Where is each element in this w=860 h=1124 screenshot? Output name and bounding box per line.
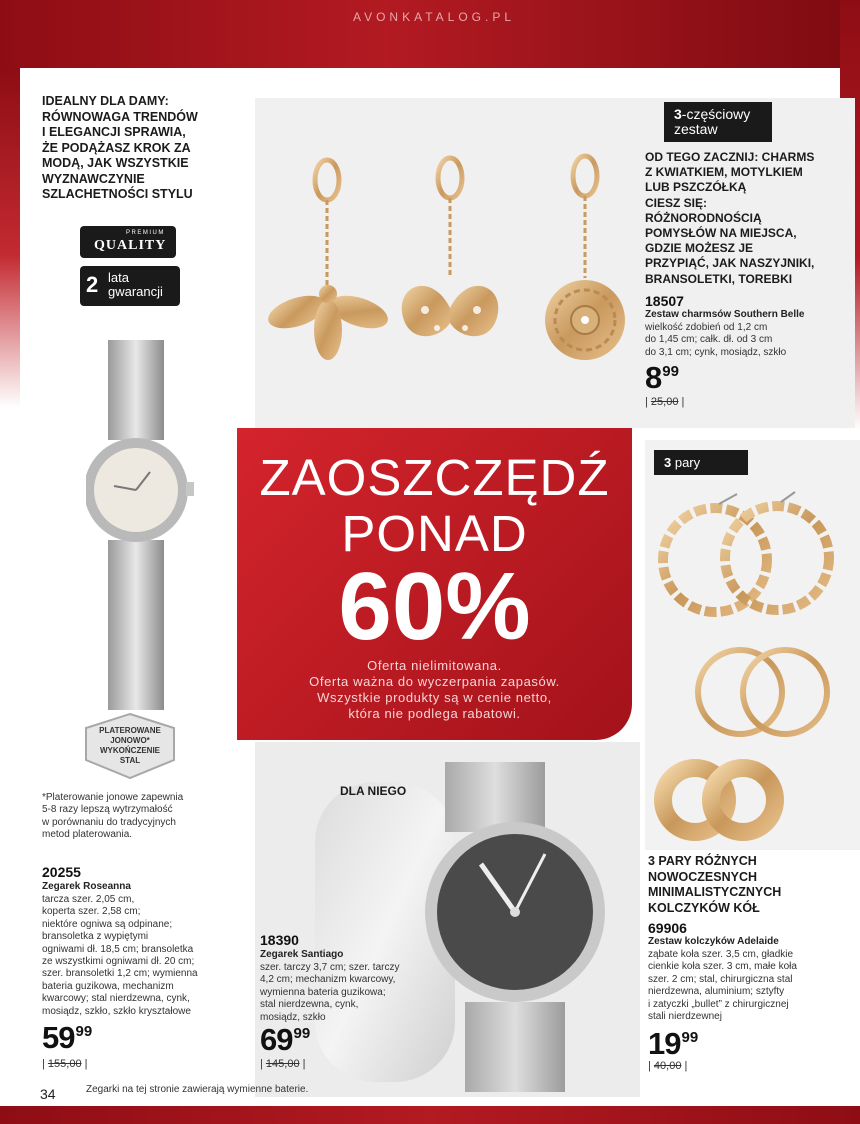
butterfly-charm — [402, 158, 499, 336]
charms-name: Zestaw charmsów Southern Belle — [645, 309, 805, 320]
womens-watch-image — [86, 340, 196, 710]
promo-percent: 60% — [338, 553, 531, 660]
earrings-pairs-tag: 3 pary — [654, 450, 748, 475]
bottom-banner — [0, 1106, 860, 1124]
earrings-headline: 3 PARY RÓŻNYCH NOWOCZESNYCH MINIMALISTYCZNYCH KOLCZYKÓW KÓŁ — [648, 854, 782, 915]
flower-charm — [545, 156, 625, 360]
promo-title: ZAOSZCZĘDŹ — [259, 449, 610, 506]
womens-watch-desc: tarcza szer. 2,05 cm, koperta szer. 2,58 cm; niektóre ogniwa są odpinane; bransoletka z wypiętymi ogniwami dł. 18,5 cm; bransoletka ze wszystkimi ogniwami dł. 20 cm; szer. bransoletki 1,2 cm; wymienna bateria guzikowa, mechanizm kwarcowy; stal nierdzewna, cynk, mosiądz, szkło, szkło kryształowe — [42, 894, 198, 1017]
mens-watch-old-price: | 145,00 | — [260, 1058, 306, 1070]
womens-watch-name: Zegarek Roseanna — [42, 881, 131, 892]
earrings-name: Zestaw kolczyków Adelaide — [648, 936, 779, 947]
top-banner — [0, 0, 860, 68]
promo-note: Oferta nielimitowana. Oferta ważna do wyczerpania zapasów. Wszystkie produkty są w cenie netto, która nie podlega rabatowi. — [309, 658, 560, 721]
mens-watch-desc: szer. tarczy 3,7 cm; szer. tarczy 4,2 cm; mechanizm kwarcowy, wymienna bateria guzikowa; stal nierdzewna, cynk, mosiądz, szkło — [260, 962, 400, 1023]
mens-watch-image — [255, 742, 640, 1097]
battery-note: Zegarki na tej stronie zawierają wymienne baterie. — [86, 1084, 309, 1095]
plated-badge-text: PLATEROWANE JONOWO* WYKOŃCZENIE STAL — [99, 726, 161, 765]
mens-watch-name: Zegarek Santiago — [260, 949, 344, 960]
earrings-price: $19^{99}$ — [648, 1026, 699, 1061]
earrings-photo-panel — [645, 440, 860, 850]
womens-watch-code: 20255 — [42, 864, 81, 880]
mens-watch-photo-panel — [255, 742, 640, 1097]
charms-headline: OD TEGO ZACZNIJ: CHARMS Z KWIATKIEM, MOTYLKIEM LUB PSZCZÓŁKĄ CIESZ SIĘ: RÓŻNORODNOŚCIĄ POMYSŁÓW NA MIEJSCA, GDZIE MOŻESZ JE PRZYPIĄĆ, JAK NASZYJNIKI, BRANSOLETKI, TOREBKI — [645, 150, 815, 286]
page-number: 34 — [40, 1086, 56, 1102]
intro-headline: IDEALNY DLA DAMY: RÓWNOWAGA TRENDÓW I ELEGANCJI SPRAWIA, ŻE PODĄŻASZ KROK ZA MODĄ, JAK WSZYSTKIE WYZNAWCZYNIE SZLACHETNOŚCI STYLU — [42, 94, 198, 201]
charms-desc: wielkość zdobień od 1,2 cm do 1,45 cm; całk. dł. od 3 cm do 3,1 cm; cynk, mosiądz, szkło — [645, 322, 787, 358]
left-red-strip — [0, 68, 20, 408]
promo-banner — [237, 428, 632, 740]
mens-watch-label: DLA NIEGO — [340, 784, 407, 798]
mens-watch-code: 18390 — [260, 932, 299, 948]
earrings-desc: ząbate koła szer. 3,5 cm, gładkie cienkie koła szer. 3 cm, małe koła szer. 2 cm; stal, chirurgiczna stal nierdzewna, aluminium; sztyfty i zatyczki „bullet” z chirurgicznej stali nierdzewnej — [648, 949, 797, 1023]
bee-charm — [264, 160, 392, 360]
plating-footnote: *Platerowanie jonowe zapewnia 5-8 razy lepszą wytrzymałość w porównaniu do tradycyjnych metod platerowania. — [42, 792, 184, 841]
charms-old-price: | 25,00 | — [645, 396, 685, 408]
charms-code: 18507 — [645, 293, 684, 309]
charms-price: $8^{99}$ — [645, 360, 679, 395]
womens-watch-price: $59^{99}$ — [42, 1020, 93, 1055]
site-name: AVONKATALOG.PL — [352, 10, 515, 24]
earrings-code: 69906 — [648, 920, 687, 936]
mens-watch-price: $69^{99}$ — [260, 1022, 311, 1057]
charms-set-tag: 3-częściowy zestaw — [664, 102, 772, 142]
earrings-image — [645, 440, 860, 850]
premium-quality-badge: PREMIUM QUALITY — [80, 226, 176, 258]
womens-watch-old-price: | 155,00 | — [42, 1058, 88, 1070]
warranty-badge: 2 lata gwarancji — [80, 266, 180, 306]
promo-subtitle: PONAD — [341, 505, 528, 562]
earrings-old-price: | 40,00 | — [648, 1060, 688, 1072]
